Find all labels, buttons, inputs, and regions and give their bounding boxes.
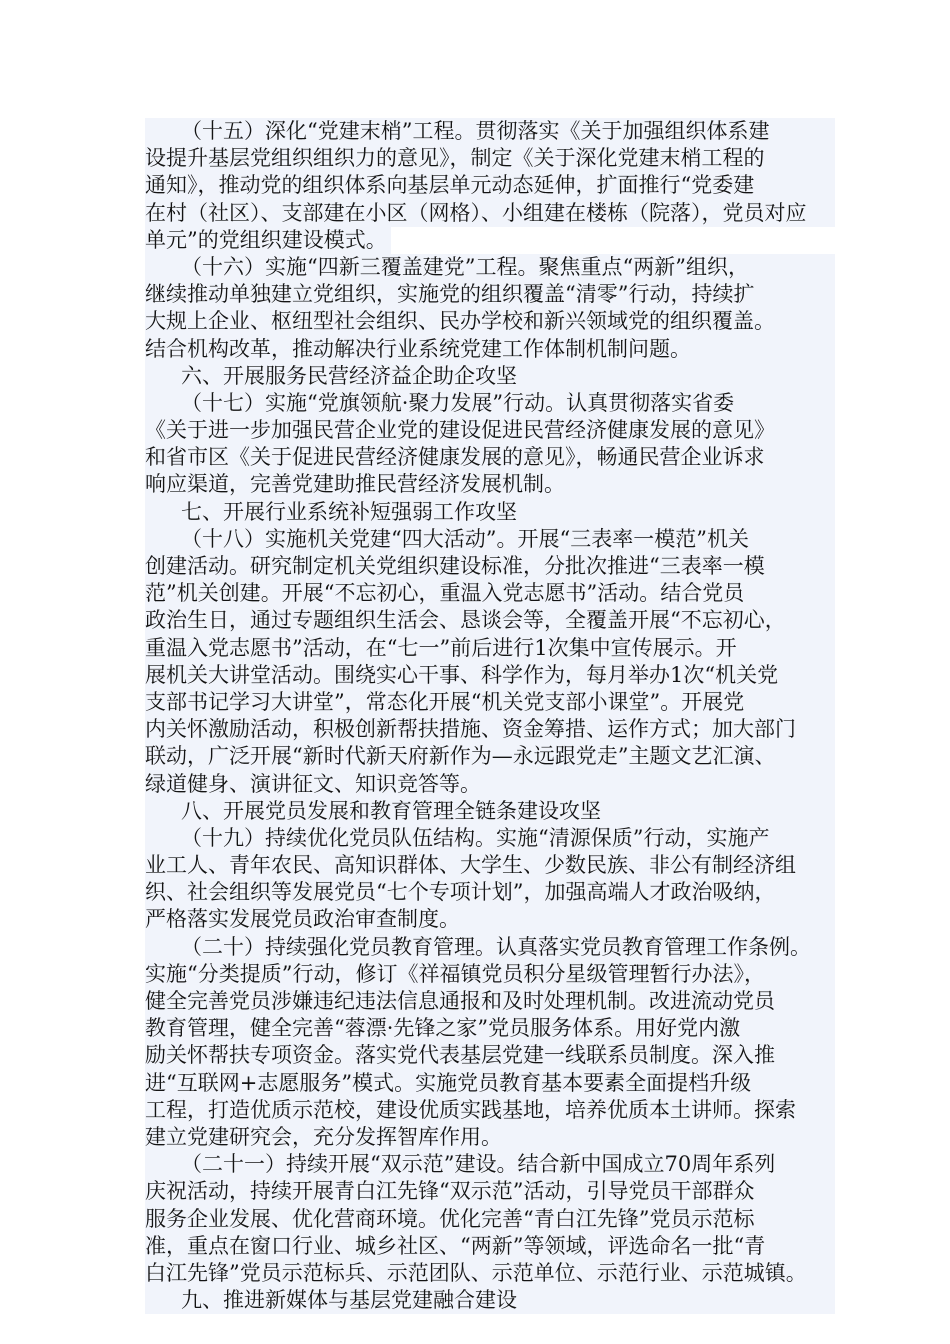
text-line: 建立党建研究会，充分发挥智库作用。 xyxy=(145,1124,835,1151)
text-line: （十八）实施机关党建“四大活动”。开展“三表率一模范”机关 xyxy=(145,526,835,553)
text-line: 实施“分类提质”行动，修订《祥福镇党员积分星级管理暂行办法》， xyxy=(145,961,835,988)
text-line: 单元”的党组织建设模式。 xyxy=(145,227,391,254)
text-line: 通知》，推动党的组织体系向基层单元动态延伸，扩面推行“党委建 xyxy=(145,172,835,199)
text-line: 支部书记学习大讲堂”，常态化开展“机关党支部小课堂”。开展党 xyxy=(145,689,835,716)
text-line: 和省市区《关于促进民营经济健康发展的意见》，畅通民营企业诉求 xyxy=(145,444,835,471)
text-line: 创建活动。研究制定机关党组织建设标准，分批次推进“三表率一模 xyxy=(145,553,835,580)
text-line: 健全完善党员涉嫌违纪违法信息通报和及时处理机制。改进流动党员 xyxy=(145,988,835,1015)
text-line: 服务企业发展、优化营商环境。优化完善“青白江先锋”党员示范标 xyxy=(145,1206,835,1233)
text-line: （十五）深化“党建末梢”工程。贯彻落实《关于加强组织体系建 xyxy=(145,118,835,145)
text-line: 展机关大讲堂活动。围绕实心干事、科学作为，每月举办1次“机关党 xyxy=(145,662,835,689)
text-line: （十六）实施“四新三覆盖建党”工程。聚焦重点“两新”组织， xyxy=(145,254,835,281)
text-line: 工程，打造优质示范校，建设优质实践基地，培养优质本土讲师。探索 xyxy=(145,1097,835,1124)
text-line: 织、社会组织等发展党员“七个专项计划”，加强高端人才政治吸纳， xyxy=(145,879,835,906)
text-line: （二十）持续强化党员教育管理。认真落实党员教育管理工作条例。 xyxy=(145,934,835,961)
text-line: （十七）实施“党旗领航·聚力发展”行动。认真贯彻落实省委 xyxy=(145,390,835,417)
text-line: 进“互联网+志愿服务”模式。实施党员教育基本要素全面提档升级 xyxy=(145,1070,835,1097)
section-heading: 六、开展服务民营经济益企助企攻坚 xyxy=(145,363,835,390)
text-line: 白江先锋”党员示范标兵、示范团队、示范单位、示范行业、示范城镇。 xyxy=(145,1260,835,1287)
section-heading: 七、开展行业系统补短强弱工作攻坚 xyxy=(145,499,835,526)
text-line: 结合机构改革，推动解决行业系统党建工作体制机制问题。 xyxy=(145,336,835,363)
text-line: 励关怀帮扶专项资金。落实党代表基层党建一线联系员制度。深入推 xyxy=(145,1042,835,1069)
text-line: 范”机关创建。开展“不忘初心，重温入党志愿书”活动。结合党员 xyxy=(145,580,835,607)
section-heading: 九、推进新媒体与基层党建融合建设 xyxy=(145,1287,835,1314)
text-line: 教育管理，健全完善“蓉漂·先锋之家”党员服务体系。用好党内激 xyxy=(145,1015,835,1042)
document-body xyxy=(145,118,835,1314)
text-line: 政治生日，通过专题组织生活会、恳谈会等，全覆盖开展“不忘初心， xyxy=(145,607,835,634)
text-line: 准，重点在窗口行业、城乡社区、“两新”等领域，评选命名一批“青 xyxy=(145,1233,835,1260)
text-line: 内关怀激励活动，积极创新帮扶措施、资金筹措、运作方式；加大部门 xyxy=(145,716,835,743)
text-line: 响应渠道，完善党建助推民营经济发展机制。 xyxy=(145,471,835,498)
text-line: 业工人、青年农民、高知识群体、大学生、少数民族、非公有制经济组 xyxy=(145,852,835,879)
text-line: 严格落实发展党员政治审查制度。 xyxy=(145,906,835,933)
text-line: （二十一）持续开展“双示范”建设。结合新中国成立70周年系列 xyxy=(145,1151,835,1178)
text-line: 重温入党志愿书”活动，在“七一”前后进行1次集中宣传展示。开 xyxy=(145,635,835,662)
text-line: 在村（社区）、支部建在小区（网格）、小组建在楼栋（院落），党员对应 xyxy=(145,200,835,227)
text-line: 设提升基层党组织组织力的意见》，制定《关于深化党建末梢工程的 xyxy=(145,145,835,172)
text-line: （十九）持续优化党员队伍结构。实施“清源保质”行动，实施产 xyxy=(145,825,835,852)
text-line: 联动，广泛开展“新时代新天府新作为—永远跟党走”主题文艺汇演、 xyxy=(145,743,835,770)
text-line: 《关于进一步加强民营企业党的建设促进民营经济健康发展的意见》 xyxy=(145,417,835,444)
section-heading: 八、开展党员发展和教育管理全链条建设攻坚 xyxy=(145,798,835,825)
text-line: 庆祝活动，持续开展青白江先锋“双示范”活动，引导党员干部群众 xyxy=(145,1178,835,1205)
text-line: 绿道健身、演讲征文、知识竞答等。 xyxy=(145,771,835,798)
text-line: 大规上企业、枢纽型社会组织、民办学校和新兴领域党的组织覆盖。 xyxy=(145,308,835,335)
text-line: 继续推动单独建立党组织，实施党的组织覆盖“清零”行动，持续扩 xyxy=(145,281,835,308)
